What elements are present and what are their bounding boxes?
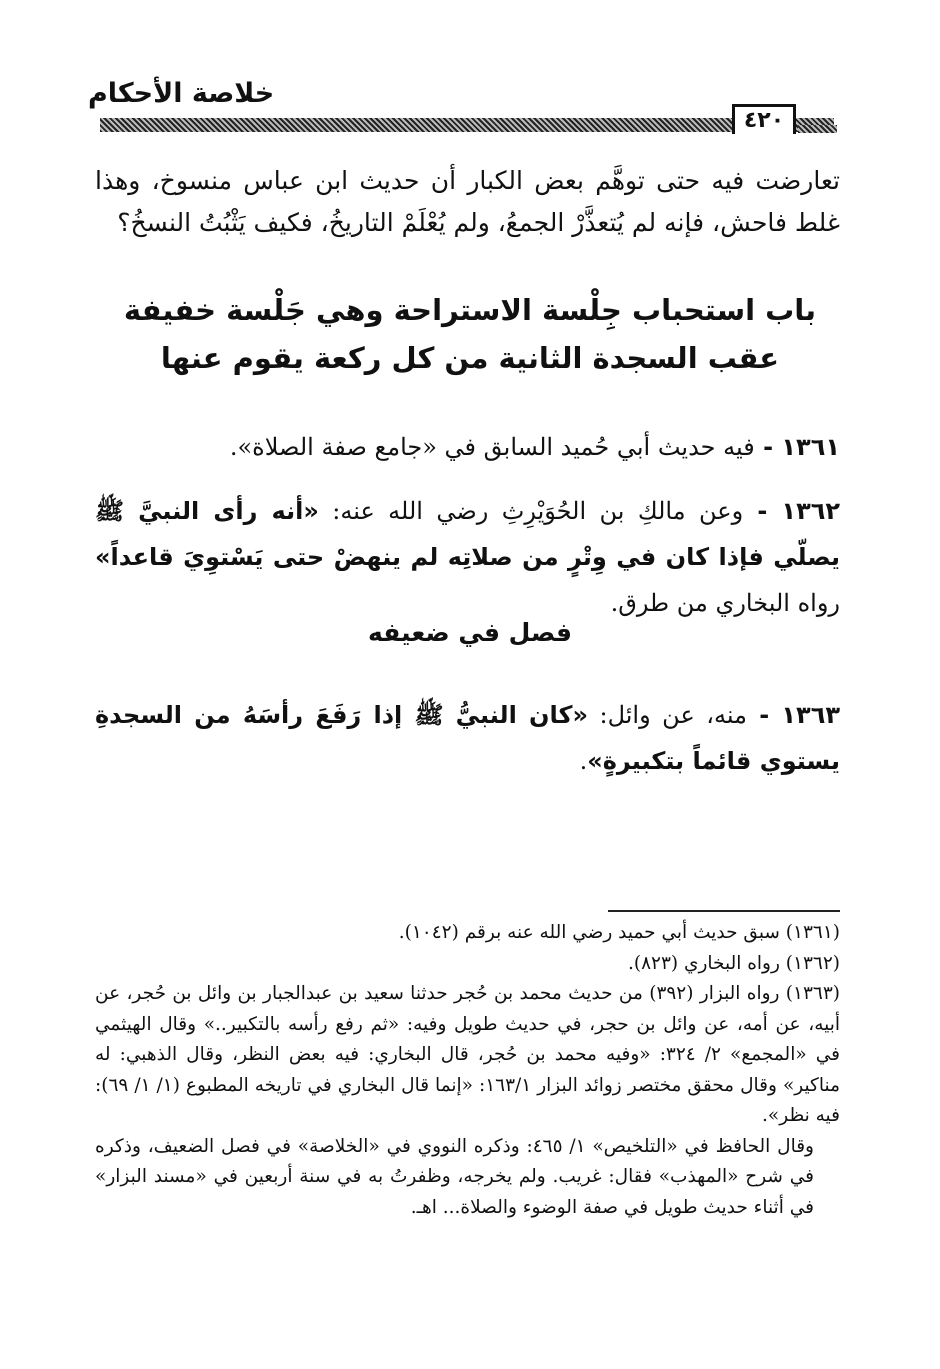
running-header-title: خلاصة الأحكام bbox=[88, 78, 275, 109]
page-number: ٤٢٠ bbox=[732, 104, 796, 134]
hadith-intro: منه، عن وائل: bbox=[599, 701, 747, 729]
hadith-1362: ١٣٦٢ - وعن مالكِ بن الحُوَيْرِثِ رضي الله عنه: «أنه رأى النبيَّ ﷺ يصلّي فإذا كان في وِتْرٍ من صلاتِه لم ينهضْ حتى يَسْتوِيَ قاعداً» رواه البخاري من طرق. bbox=[95, 497, 841, 617]
chapter-heading-line-2: عقب السجدة الثانية من كل ركعة يقوم عنها bbox=[160, 341, 780, 375]
footnotes bbox=[95, 918, 840, 1223]
hadith-intro: وعن مالكِ بن الحُوَيْرِثِ رضي الله عنه: bbox=[332, 497, 744, 525]
chapter-heading-line-1: باب استحباب جِلْسة الاستراحة وهي جَلْسة خفيفة bbox=[123, 293, 817, 327]
header-rule bbox=[100, 118, 834, 132]
footnote-1363: (١٣٦٣) رواه البزار (٣٩٢) من حديث محمد بن حُجر حدثنا سعيد بن عبدالجبار بن وائل بن حُجر، عن أبيه، عن أمه، عن وائل بن حجر، في حديث طويل وفيه: «ثم رفع رأسه بالتكبير..» وقال الهيثمي في «المجمع» ٢/ ٣٢٤: «وفيه محمد بن حُجر، قال البخاري: فيه بعض النظر، وقال الذهبي: له مناكير» وقال محقق مختصر زوائد البزار ١٦٣/١: «إنما قال البخاري في تاريخه المطبوع (١/ ١/ ٦٩): فيه نظر». bbox=[95, 983, 840, 1126]
hadith-number: ١٣٦٢ bbox=[781, 497, 841, 525]
section-heading: فصل في ضعيفه bbox=[367, 618, 573, 647]
hadith-number: ١٣٦٣ bbox=[781, 701, 840, 729]
hadith-number: ١٣٦١ bbox=[781, 433, 840, 461]
hadith-text: فيه حديث أبي حُميد السابق في «جامع صفة الصلاة». bbox=[229, 433, 755, 461]
hadith-quote: «أنه رأى النبيَّ ﷺ يصلّي فإذا كان في وِتْرٍ من صلاتِه لم ينهضْ حتى يَسْتوِيَ قاعداً» bbox=[95, 497, 840, 571]
hadith-1361: ١٣٦١ - فيه حديث أبي حُميد السابق في «جامع صفة الصلاة». bbox=[229, 433, 840, 461]
hadith-1363: ١٣٦٣ - منه، عن وائل: «كان النبيُّ ﷺ إذا رَفَعَ رأسَهُ من السجدةِ يستوي قائماً بتكبيرةٍ». bbox=[95, 701, 840, 775]
footnote-1363-continued: وقال الحافظ في «التلخيص» ١/ ٤٦٥: وذكره النووي في «الخلاصة» في فصل الضعيف، وذكره في شرح «المهذب» فقال: غريب. ولم يخرجه، وظفرتُ به في سنة أربعين في «مسند البزار» في أثناء حديث طويل في صفة الوضوء والصلاة... اهـ. bbox=[95, 1135, 814, 1218]
footnote-1361: (١٣٦١) سبق حديث أبي حميد رضي الله عنه برقم (١٠٤٢). bbox=[398, 922, 840, 943]
hadith-source: رواه البخاري من طرق. bbox=[610, 589, 840, 617]
hadith-end-mark: . bbox=[579, 747, 588, 775]
footnote-separator bbox=[608, 910, 840, 912]
hadith-quote: «كان النبيُّ ﷺ إذا رَفَعَ رأسَهُ من السجدةِ يستوي قائماً بتكبيرةٍ» bbox=[95, 701, 840, 775]
footnote-1362: (١٣٦٢) رواه البخاري (٨٢٣). bbox=[627, 952, 840, 974]
intro-paragraph: تعارضت فيه حتى توهَّم بعض الكبار أن حديث ابن عباس منسوخ، وهذا غلط فاحش، فإنه لم يُتعذَّرْ الجمعُ، ولم يُعْلَمْ التاريخُ، فكيف يَثْبُتُ النسخُ؟ bbox=[95, 166, 840, 237]
header-rule-ornament bbox=[798, 125, 837, 133]
chapter-heading bbox=[120, 286, 820, 382]
